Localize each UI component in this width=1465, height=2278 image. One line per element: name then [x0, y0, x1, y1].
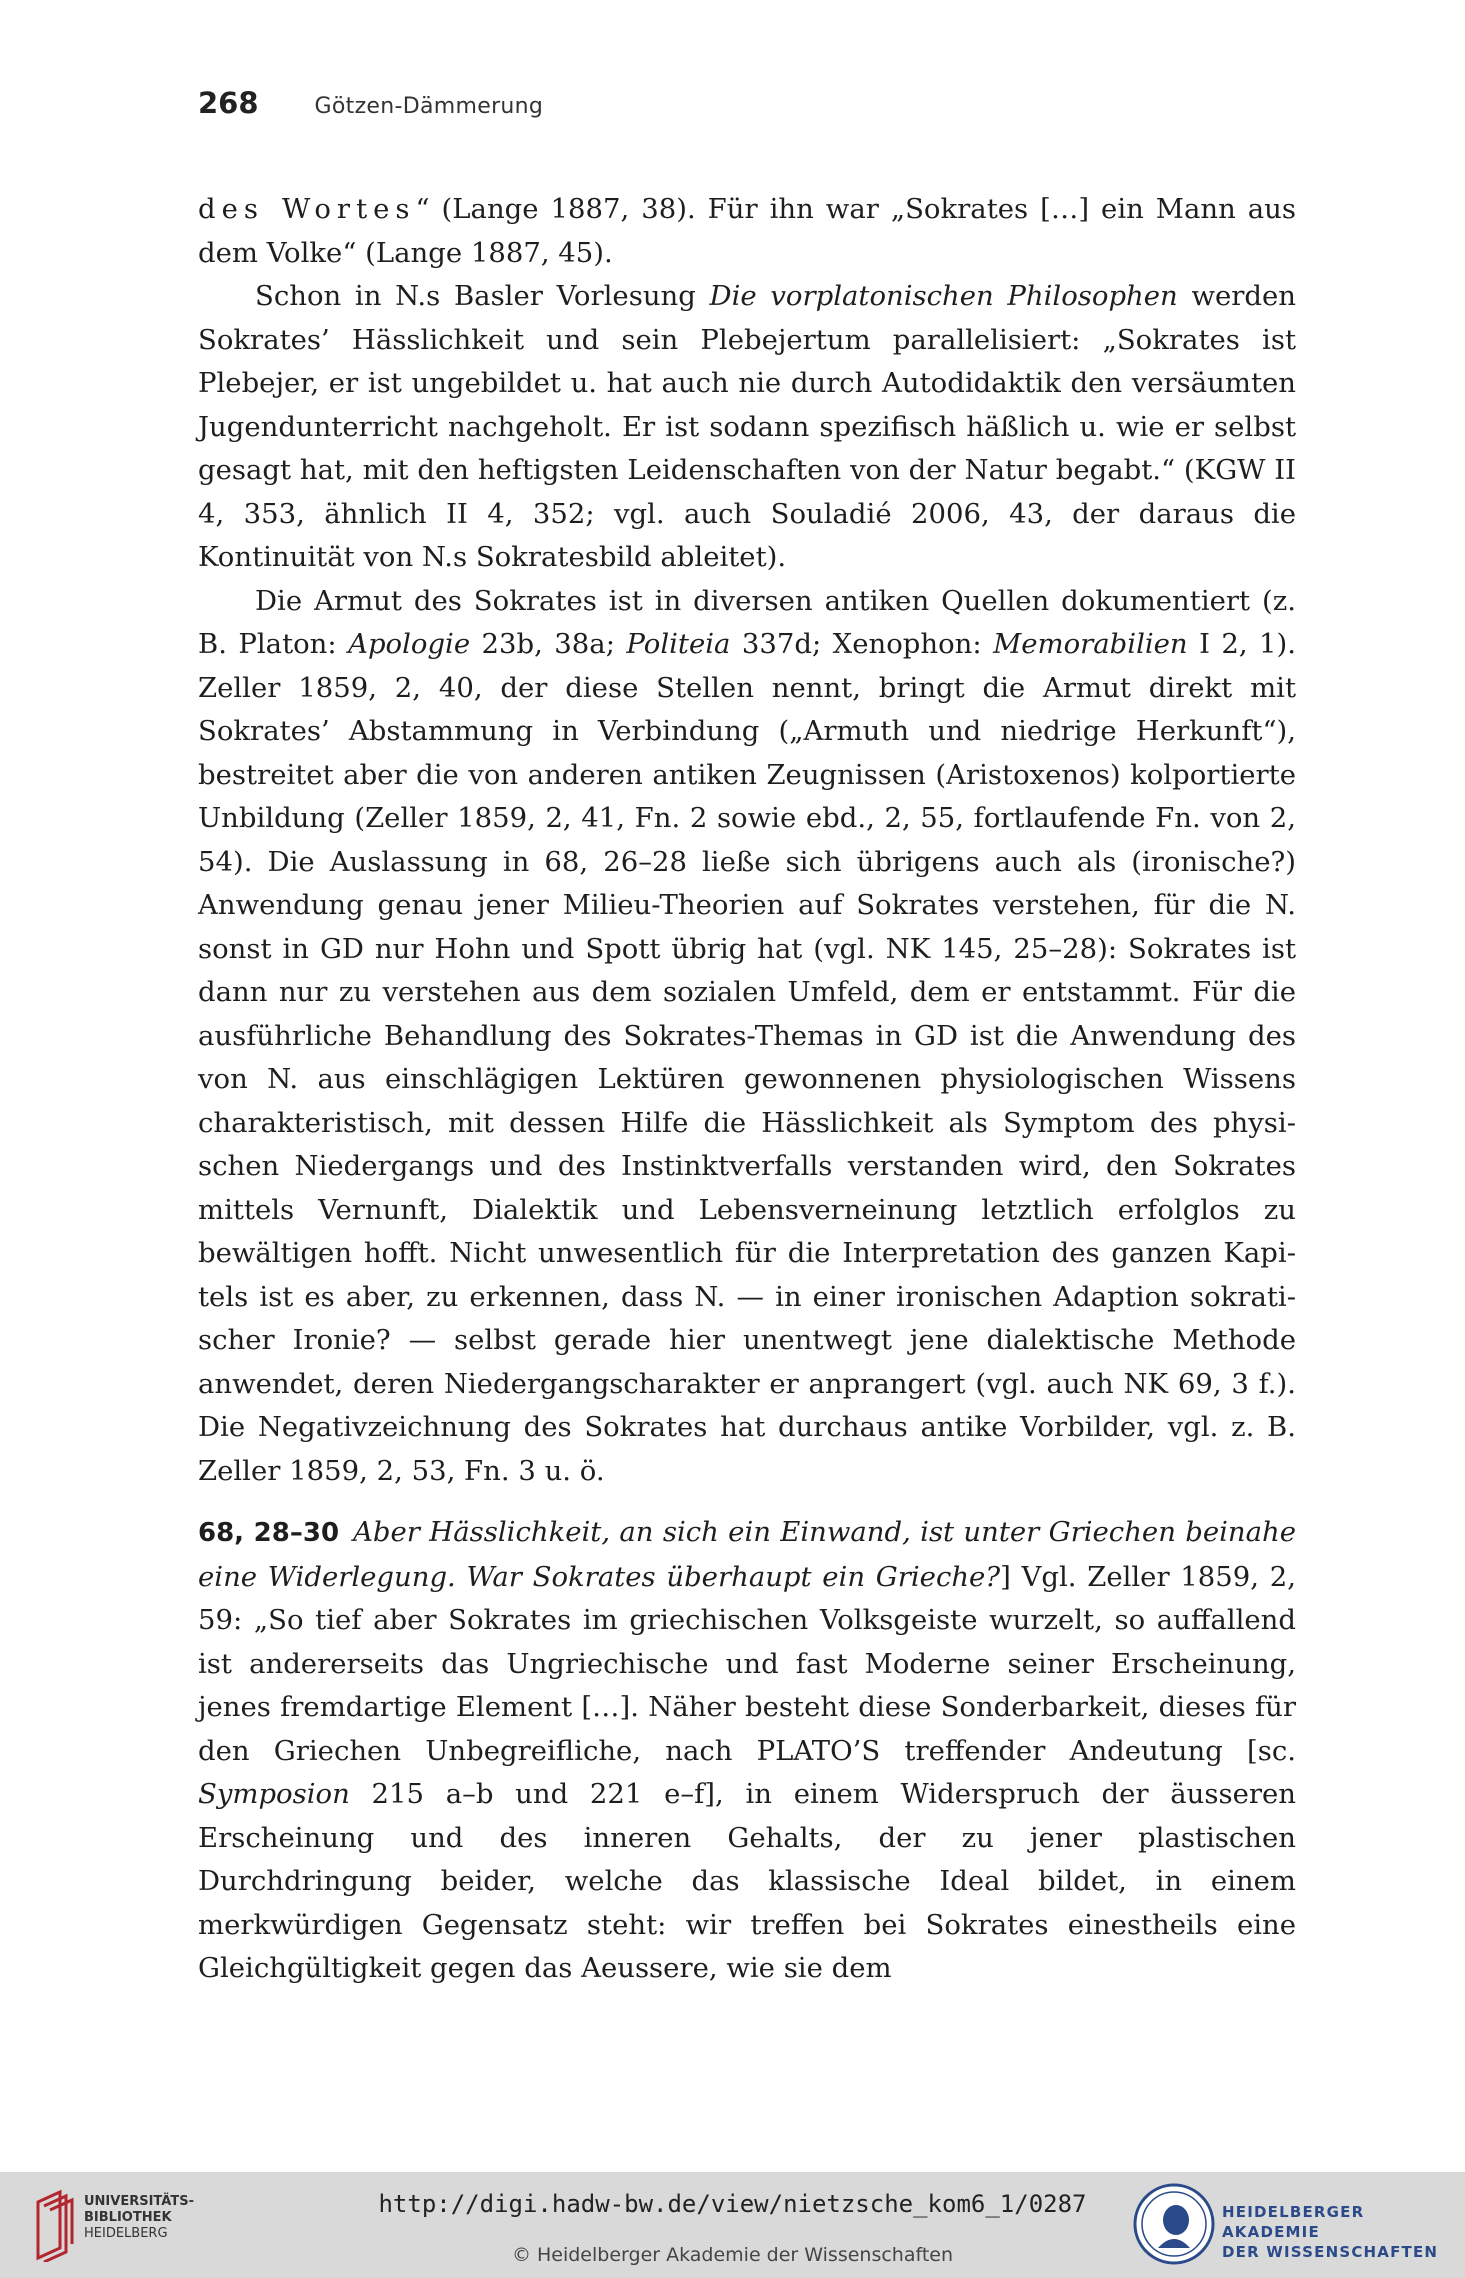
paragraph-2 [198, 275, 1296, 580]
lemma-quote: Aber Hässlichkeit, an sich ein Einwand, ist unter Griechen beinahe eine Widerlegung. War Sokrates überhaupt ein Grieche? [198, 1516, 1296, 1593]
spaced-quote-word: des Wortes [198, 193, 416, 225]
lemma-text-a: ] Vgl. Zeller 1859, 2, 59: „So tief aber Sokrates im griechischen Volksgeiste wurzelt, so auffallend ist andererseits das Ungriechische und fast Moderne seiner Erscheinung, jenes fremdartige Element […]. Näher besteht diese Sonderbarkeit, dieses für den Griechen Unbegreifliche, nach PLATO’S treffender Andeutung [sc. [198, 1560, 1296, 1767]
library-line-2: BIBLIOTHEK [84, 2210, 172, 2225]
permalink-url[interactable]: http://digi.hadw-bw.de/view/nietzsche_kom6_1/0287 [378, 2190, 1087, 2218]
paragraph-3-text-c: 23b, 38a; [470, 628, 627, 660]
copyright-notice: © Heidelberger Akademie der Wissenschaften [511, 2244, 954, 2266]
work-title-symposion: Symposion [198, 1778, 350, 1810]
lemma-entry [198, 1511, 1296, 1991]
library-line-1: UNIVERSITÄTS- [84, 2194, 194, 2209]
academy-logo[interactable] [1130, 2180, 1450, 2270]
paragraph-2-text-a: Schon in N.s Basler Vorlesung [255, 280, 710, 312]
page-number: 268 [198, 86, 259, 120]
running-head [198, 86, 543, 126]
paragraph-3-text-g: I 2, 1). Zeller 1859, 2, 40, der diese Stellen nennt, bringt die Armut direkt mit Sokrates’ Abstammung in Verbindung („Armuth und niedrige Herkunft“), bestreitet aber die von anderen antiken Zeugnissen (Aristoxenos) kolportierte Unbildung (Zeller 1859, 2, 41, Fn. 2 sowie ebd., 2, 55, fortlaufende Fn. von 2, 54). Die Auslassung in 68, 26–28 ließe sich übrigens auch als (ironische?) Anwendung genau jener Milieu-Theorien auf Sokrates verstehen, für die N. sonst in GD nur Hohn und Spott übrig hat (vgl. NK 145, 25–28): Sokrates ist dann nur zu verstehen aus dem sozialen Umfeld, dem er entstammt. Für die ausführliche Behandlung des Sokrates-Themas in GD ist die Anwendung des von N. aus einschlägigen Lektüren gewonnenen physiologischen Wissens charakteristisch, mit dessen Hilfe die Hässlichkeit als Symptom des physischen Niedergangs und des Instinktverfalls verstanden wird, den Sokrates mittels Vernunft, Dialektik und Lebensverneinung letztlich erfolglos zu bewältigen hofft. Nicht unwesentlich für die Interpretation des ganzen Kapitels ist es aber, zu erkennen, dass N. — in einer ironischen Adaption sokratischer Ironie? — selbst gerade hier unentwegt jene dialektische Methode anwendet, deren Niedergangscharakter er anprangert (vgl. auch NK 69, 3 f.). Die Negativzeichnung des Sokrates hat durchaus antike Vorbilder, vgl. z. B. Zeller 1859, 2, 53, Fn. 3 u. ö. [198, 628, 1296, 1487]
paragraph-1-text: “ (Lange 1887, 38). Für ihn war „Sokrates […] ein Mann aus dem Volke“ (Lange 1887, 45). [198, 193, 1296, 269]
paragraph-3-text-a: Die Armut des Sokrates ist in diversen antiken Quellen dokumentiert (z. B. Platon: [198, 584, 1296, 660]
paragraph-2-text-c: werden Sokrates’ Hässlichkeit und sein Plebejertum parallelisiert: „Sokrates ist Plebejer, er ist ungebildet u. hat auch nie durch Autodidaktik den versäumten Jugendunterricht nachgeholt. Er ist sodann spezifisch häßlich u. wie er selbst gesagt hat, mit den heftigsten Leidenschaften von der Natur begabt.“ (KGW II 4, 353, ähnlich II 4, 352; vgl. auch Souladié 2006, 43, der daraus die Kontinuität von N.s Sokratesbild ableitet). [198, 280, 1296, 573]
academy-line-1: HEIDELBERGER AKADEMIE [1222, 2203, 1365, 2241]
commentary-text [198, 188, 1296, 1991]
paragraph-3 [198, 580, 1296, 1494]
running-title: Götzen-Dämmerung [314, 94, 544, 119]
academy-line-2: DER WISSENSCHAFTEN [1222, 2243, 1439, 2261]
academy-name [1222, 2202, 1450, 2262]
work-title-memorabilien: Memorabilien [993, 628, 1188, 660]
work-title-apologie: Apologie [348, 628, 471, 660]
paragraph-1 [198, 188, 1296, 275]
work-title-politeia: Politeia [626, 628, 731, 660]
lemma-text-c: 215 a–b und 221 e–f], in einem Widerspruch der äusseren Erscheinung und des inneren Gehalts, der zu jener plastischen Durchdringung beider, welche das klassische Ideal bildet, in einem merkwürdigen Gegensatz steht: wir treffen bei Sokrates einestheils eine Gleichgültigkeit gegen das Aeussere, wie sie dem [198, 1778, 1296, 1984]
lemma-reference: 68, 28–30 [198, 1518, 340, 1548]
library-line-3: HEIDELBERG [84, 2226, 168, 2241]
paragraph-3-text-e: 337d; Xenophon: [730, 628, 994, 660]
academy-seal-icon [1132, 2182, 1216, 2266]
work-title-italic: Die vorplatonischen Philosophen [709, 280, 1178, 312]
